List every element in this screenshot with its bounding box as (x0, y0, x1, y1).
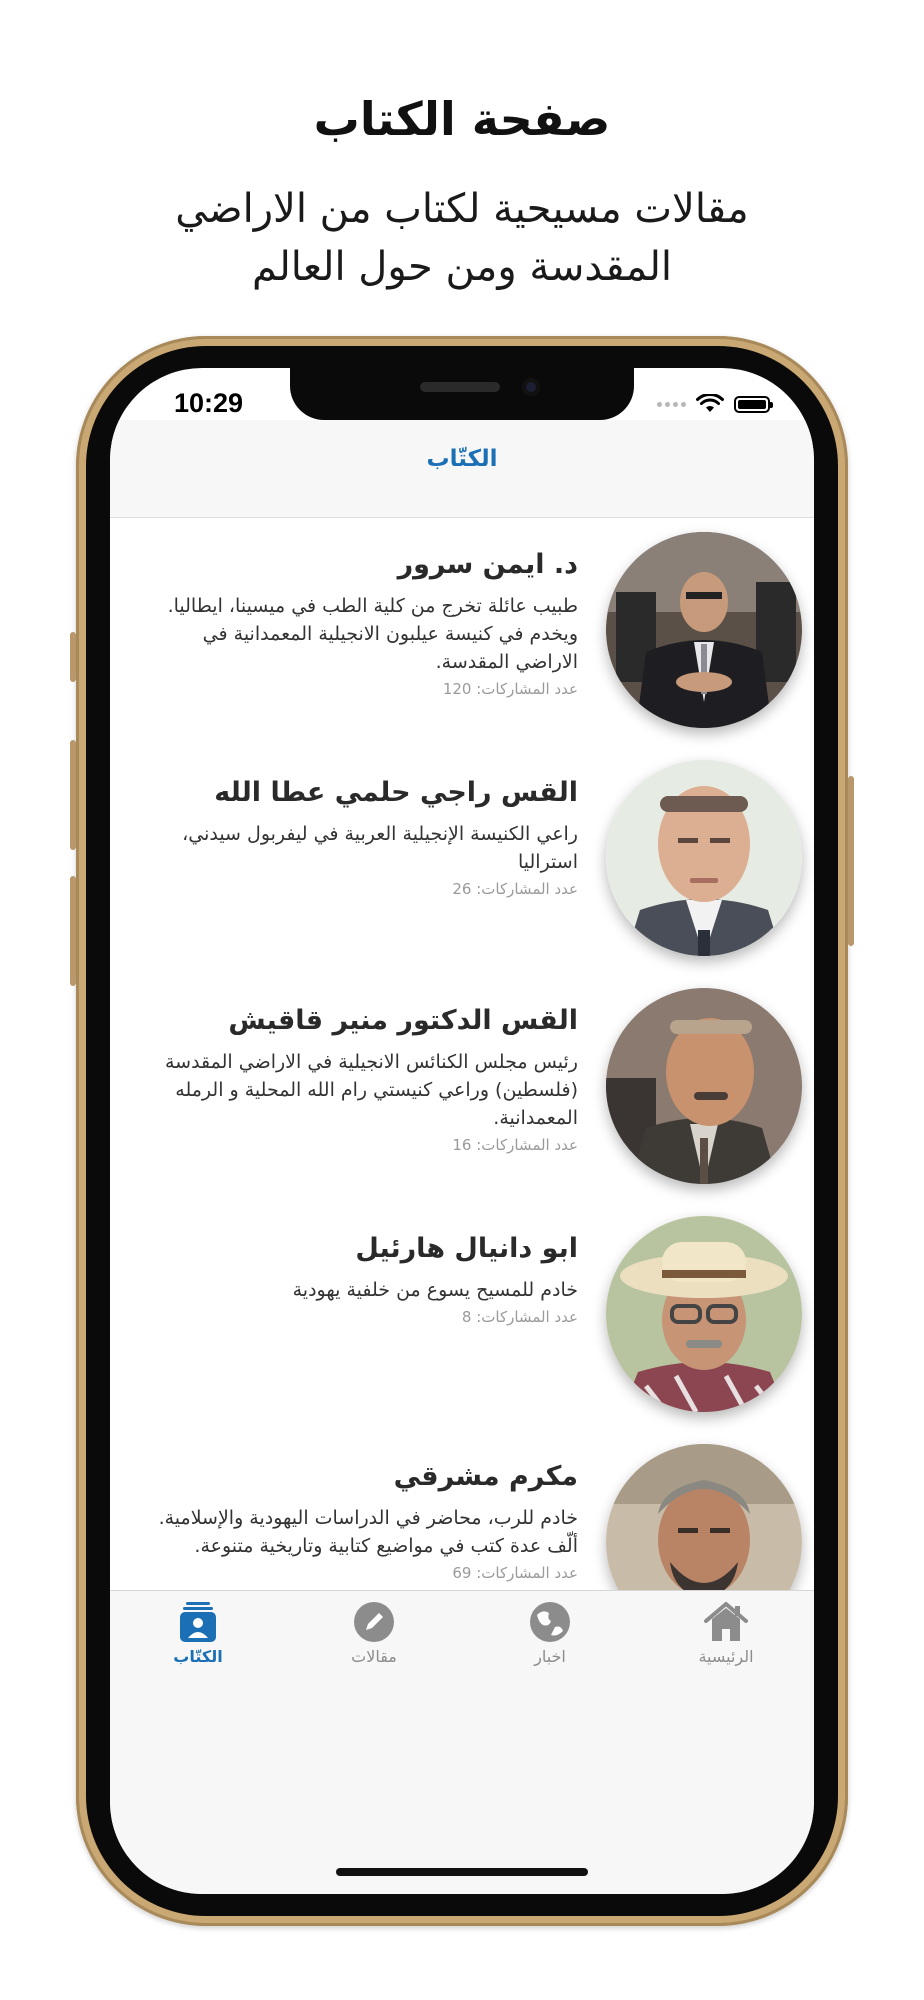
authors-icon (177, 1601, 219, 1643)
author-avatar (606, 532, 802, 728)
status-indicators (657, 394, 770, 414)
battery-icon (734, 396, 770, 413)
power-button (848, 776, 854, 946)
mute-switch (70, 632, 76, 682)
author-bio: خادم للمسيح يسوع من خلفية يهودية (292, 1279, 578, 1301)
author-avatar (606, 760, 802, 956)
speaker-grille (420, 382, 500, 392)
home-icon (703, 1601, 749, 1643)
author-avatar (606, 988, 802, 1184)
volume-down-button (70, 876, 76, 986)
author-post-count: عدد المشاركات: 26 (452, 880, 578, 898)
author-bio: خادم للرب، محاضر في الدراسات اليهودية والإسلامية. ألّف عدة كتب في مواضيع كتابية وتاريخية متنوعة. (158, 1507, 578, 1557)
promo-subtitle: مقالات مسيحية لكتاب من الاراضي المقدسة ومن حول العالم (175, 186, 749, 290)
cellular-signal-icon (657, 402, 686, 407)
author-row[interactable] (110, 1430, 814, 1590)
author-info (138, 1232, 578, 1326)
author-avatar (606, 1444, 802, 1590)
author-name: القس الدكتور منير قاقيش (228, 1005, 578, 1036)
author-row[interactable] (110, 746, 814, 974)
author-post-count: عدد المشاركات: 8 (461, 1308, 578, 1326)
author-post-count: عدد المشاركات: 120 (442, 680, 578, 698)
tab-label: الرئيسية (698, 1647, 754, 1666)
author-info (138, 776, 578, 898)
tab-authors[interactable] (110, 1601, 286, 1687)
tab-home[interactable] (638, 1601, 814, 1687)
tab-label: الكتّاب (173, 1647, 223, 1666)
author-bio: رئيس مجلس الكنائس الانجيلية في الاراضي المقدسة (فلسطين) وراعي كنيستي رام الله المحلية و الرمله المعمدانية. (164, 1051, 578, 1129)
front-camera (522, 378, 540, 396)
author-bio: راعي الكنيسة الإنجيلية العربية في ليفربول سيدني، استراليا (182, 823, 578, 873)
author-name: د. ايمن سرور (397, 549, 578, 580)
nav-title: الكتّاب (426, 446, 498, 472)
phone-screen (110, 368, 814, 1894)
author-post-count: عدد المشاركات: 69 (452, 1564, 578, 1582)
author-avatar (606, 1216, 802, 1412)
author-name: ابو دانيال هارئيل (355, 1233, 578, 1264)
tab-label: اخبار (534, 1647, 566, 1666)
tab-news[interactable] (462, 1601, 638, 1687)
tab-articles[interactable] (286, 1601, 462, 1687)
author-post-count: عدد المشاركات: 16 (452, 1136, 578, 1154)
status-time: 10:29 (174, 388, 244, 418)
notch (290, 368, 634, 420)
promo-title: صفحة الكتاب (313, 92, 611, 146)
author-info (138, 548, 578, 698)
author-name: القس راجي حلمي عطا الله (214, 777, 578, 808)
author-bio: طبيب عائلة تخرج من كلية الطب في ميسينا، ايطاليا. ويخدم في كنيسة عيلبون الانجيلية المعمدانية في الاراضي المقدسة. (167, 595, 578, 673)
tab-label: مقالات (351, 1647, 397, 1666)
author-info (138, 1004, 578, 1154)
author-name: مكرم مشرقي (393, 1461, 578, 1492)
authors-list[interactable] (110, 518, 814, 1590)
author-row[interactable] (110, 974, 814, 1202)
globe-icon (529, 1601, 571, 1643)
pencil-icon (353, 1601, 395, 1643)
home-indicator[interactable] (336, 1868, 588, 1876)
wifi-icon (696, 394, 724, 414)
tab-bar (110, 1590, 814, 1894)
volume-up-button (70, 740, 76, 850)
author-row[interactable] (110, 1202, 814, 1430)
navigation-bar (110, 420, 814, 518)
author-info (138, 1460, 578, 1582)
author-row[interactable] (110, 518, 814, 746)
